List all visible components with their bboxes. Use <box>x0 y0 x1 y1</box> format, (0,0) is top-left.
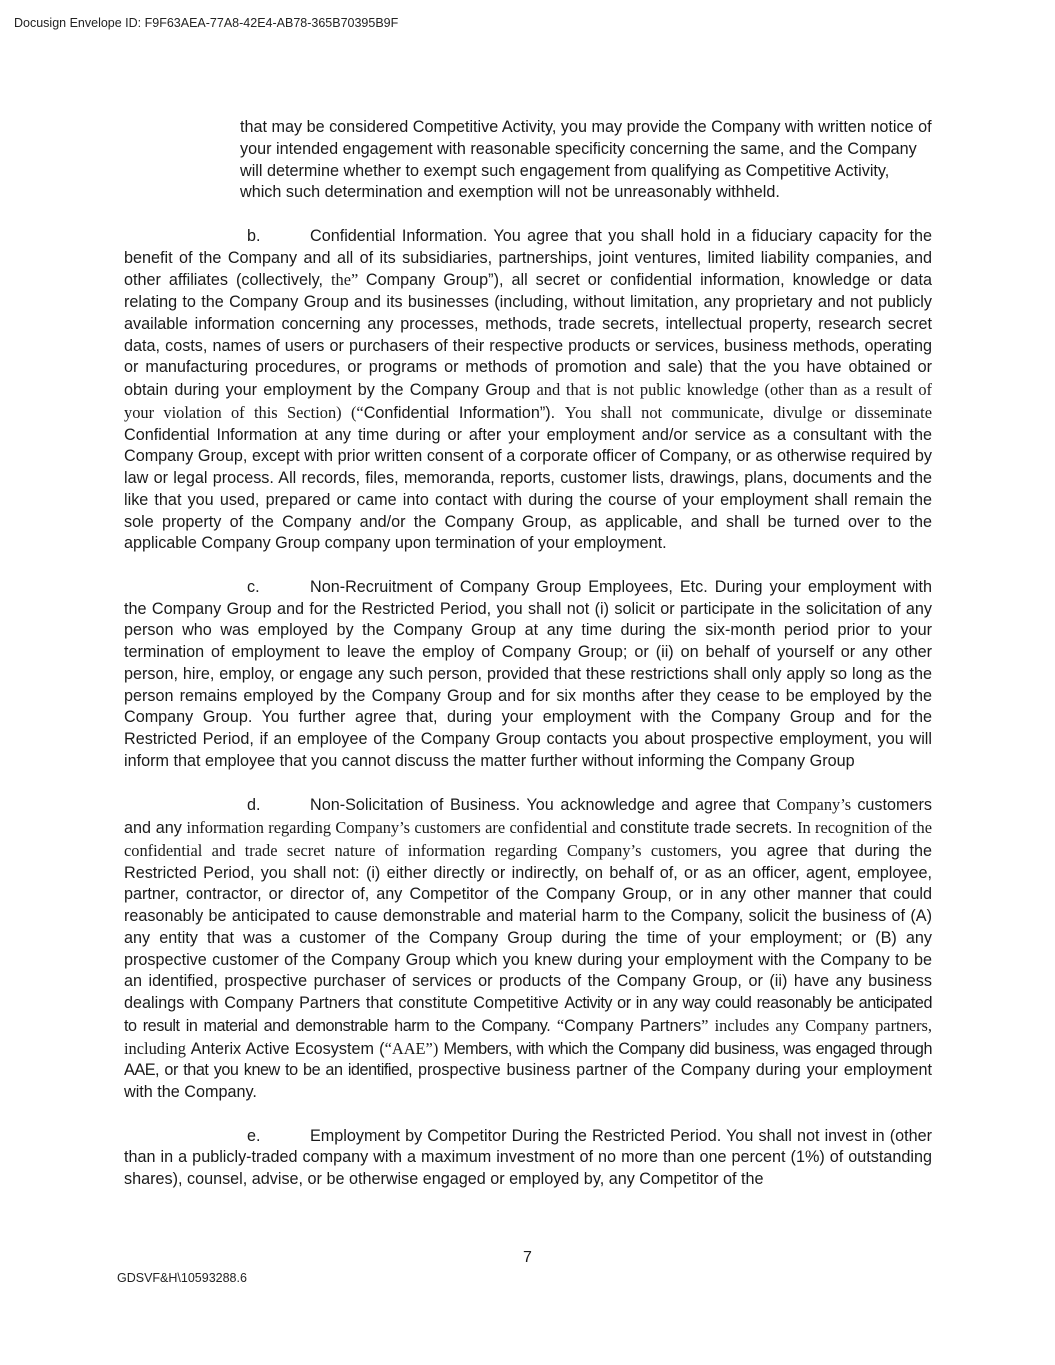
section-b-text: and that is not public knowledge (other than as a result of your violation of this Section) (“ <box>124 380 932 422</box>
section-e-text: Employment by Competitor During the Restricted Period. You shall not invest in (other than in a publicly-traded company with a maximum investment of no more than one percent (1%) of outstanding shares), counsel, advise, or be otherwise engaged or employed by, any Competitor of the <box>124 1126 932 1188</box>
section-d-text: Company’s <box>776 795 858 815</box>
section-b-text: Confidential Information”). <box>363 403 565 422</box>
section-e-employment-by-competitor <box>124 1126 932 1191</box>
document-id-footer: GDSVF&H\10593288.6 <box>117 1271 247 1285</box>
section-d-text: “ <box>556 1015 565 1035</box>
section-d-text: In recognition of the confidential and trade secret nature of information regarding Company’s customers, <box>124 818 932 860</box>
section-d-text: constitute trade secrets. <box>620 819 798 837</box>
section-d-text: Anterix Active Ecosystem ( <box>190 1039 385 1058</box>
section-letter: e. <box>247 1126 261 1145</box>
section-letter: b. <box>247 226 261 245</box>
section-d-text: ” includes any Company partners, including <box>124 1015 932 1058</box>
docusign-envelope-id: Docusign Envelope ID: F9F63AEA-77A8-42E4-AB78-365B70395B9F <box>14 16 399 30</box>
section-b-confidential-information <box>124 226 932 555</box>
document-body <box>124 117 932 1191</box>
section-d-text: Activity or in any way could reasonably be anticipated to result in material and demonstrable harm to the Company. <box>124 994 933 1035</box>
section-letter: d. <box>247 796 261 815</box>
section-b-text: the” <box>330 270 366 290</box>
section-d-text: “AAE”) <box>384 1038 439 1058</box>
section-c-text: Non-Recruitment of Company Group Employees, Etc. During your employment with the Company Group and for the Restricted Period, you shall not (i) solicit or participate in the solicitation of any person who was employed by the Company Group at any time during the six-month period prior to your termination of employment to leave the employ of Company Group; or (ii) on behalf of yourself or any other person, hire, employ, or engage any such person, provided that these restrictions shall only apply so long as the person remains employed by the Company Group and for six months after they cease to be employed by the Company Group. You further agree that, during your employment with the Company Group and for the Restricted Period, if an employee of the Company Group contacts you about prospective employment, you will inform that employee that you cannot discuss the matter further without informing the Company Group <box>124 577 932 770</box>
section-b-text: Company Group”), all secret or confidential information, knowledge or data relating to the Company Group and its businesses (including, without limitation, any proprietary and not publicly available information concerning any processes, methods, trade secrets, intellectual property, research secret data, costs, names of users or purchasers of their respective products or services, business methods, operating or manufacturing procedures, or programs or methods of promotion and sale) that the you have obtained or obtain during your employment by the Company Group <box>124 271 932 399</box>
section-b-text: Confidential Information. You agree that you shall hold in a fiduciary capacity for the benefit of the Company and all of its subsidiaries, partnerships, joint ventures, limited liability companies, and other affiliates (collectively, <box>124 226 932 290</box>
section-d-text: prospective business partner of the Company during your employment with the Company. <box>124 1061 932 1101</box>
section-b-text: You shall not communicate, divulge or disseminate <box>564 402 932 422</box>
section-d-text: customers and any <box>124 796 932 837</box>
section-letter: c. <box>247 577 260 596</box>
continuation-paragraph: that may be considered Competitive Activity, you may provide the Company with written notice of your intended engagement with reasonable specificity concerning the same, and the Company will determine whether to exempt such engagement from qualifying as Competitive Activity, which such determination and exemption will not be unreasonably withheld. <box>240 118 932 202</box>
section-d-non-solicitation <box>124 794 932 1104</box>
section-b-text: Confidential Information at any time during or after your employment and/or service as a consultant with the Company Group, except with prior written consent of a corporate officer of Company, or as otherwise required by law or legal process. All records, files, memoranda, reports, customer lists, drawings, plans, documents and the like that you used, prepared or came into contact with during the course of your employment shall remain the sole property of the Company and/or the Company Group, as applicable, and shall be turned over to the applicable Company Group company upon termination of your employment. <box>124 425 932 553</box>
page-number: 7 <box>523 1249 532 1266</box>
section-c-non-recruitment <box>124 577 932 773</box>
section-d-text: Non-Solicitation of Business. You acknowledge and agree that <box>310 796 777 815</box>
section-d-text: you agree that during the Restricted Period, you shall not: (i) either directly or indirectly, on behalf of, or as an officer, agent, employee, partner, contractor, or director of, any Competitor of the Company Group, or in any other manner that could reasonably be anticipated to cause demonstrable and material harm to the Company, solicit the business of (A) any entity that was a customer of the Company Group during the time of your employment; or (B) any prospective customer of the Company Group which you knew during your employment with the Company to be an identified, prospective purchaser of services or products of the Company Group, or (ii) have any business dealings with Company Partners that constitute Competitive <box>124 841 932 1012</box>
section-d-text: Company Partners <box>564 1016 702 1035</box>
section-d-text: information regarding Company’s customers are confidential and <box>186 818 621 837</box>
section-d-text: Members, with which the Company did business, was engaged through AAE, or that you knew to be an identified, <box>124 1039 933 1080</box>
